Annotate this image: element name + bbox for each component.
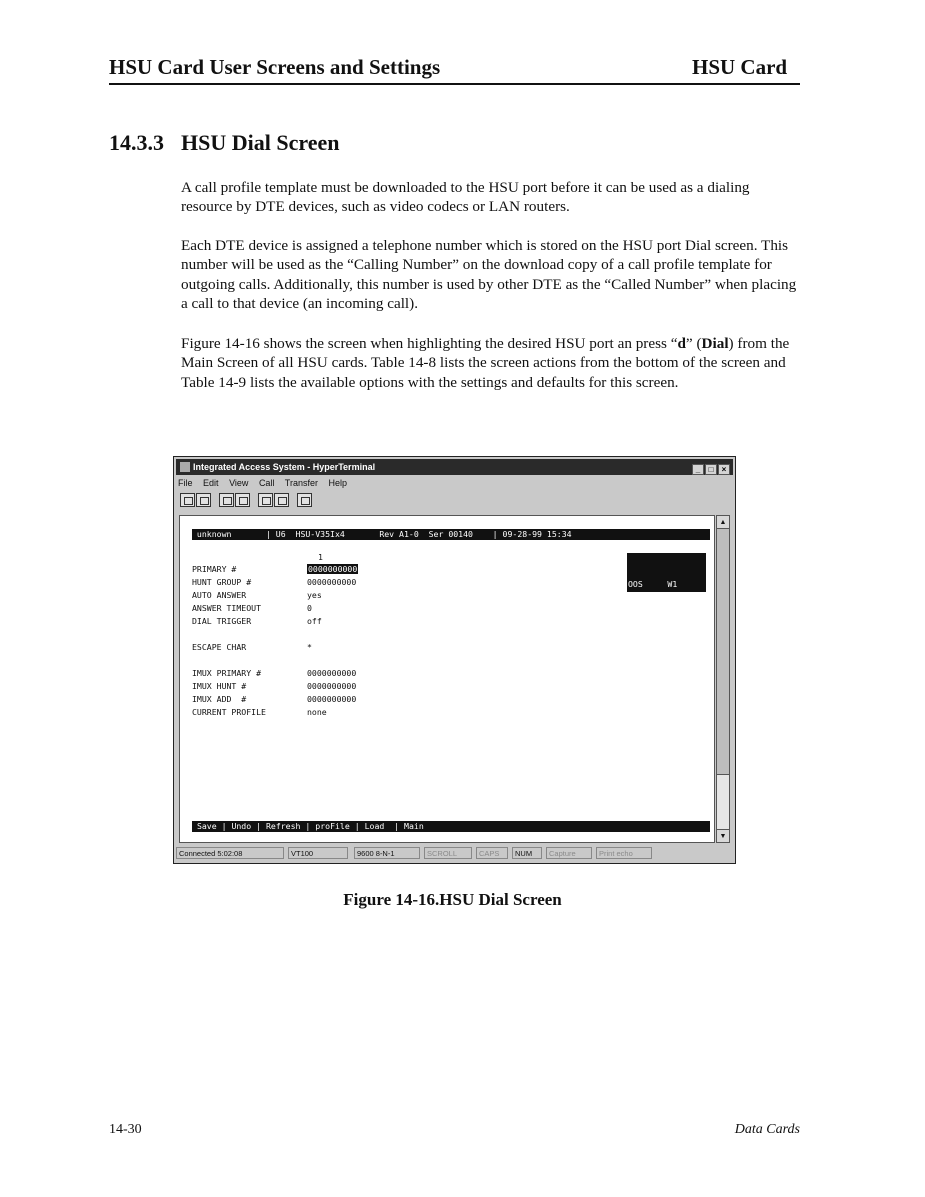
status-scroll: SCROLL — [424, 847, 472, 859]
paragraph-3-text-b: ” ( — [685, 335, 702, 352]
dial-key: d — [677, 335, 686, 352]
close-button[interactable]: × — [718, 464, 730, 475]
app-icon — [180, 462, 190, 472]
action-load[interactable]: Load — [364, 821, 385, 831]
field-label: ESCAPE CHAR — [192, 642, 247, 652]
field-label: PRIMARY # — [192, 564, 237, 574]
alarm-line: CGA_RED W2-1 — [628, 616, 688, 627]
field-value-imux-primary[interactable]: 0000000000 — [307, 668, 357, 678]
properties-icon[interactable] — [297, 493, 312, 507]
status-capture: Capture — [546, 847, 592, 859]
disconnect-icon[interactable] — [235, 493, 250, 507]
field-label: CURRENT PROFILE — [192, 707, 266, 717]
connect-icon[interactable] — [219, 493, 234, 507]
scroll-down-icon[interactable]: ▼ — [717, 829, 729, 842]
menu-edit[interactable]: Edit — [203, 478, 219, 488]
page-number: 14-30 — [109, 1122, 142, 1137]
action-main[interactable]: Main — [404, 821, 424, 831]
field-value-imux-hunt[interactable]: 0000000000 — [307, 681, 357, 691]
paragraph-3 — [181, 334, 801, 392]
minimize-button[interactable]: _ — [692, 464, 704, 475]
paragraph-2: Each DTE device is assigned a telephone number which is stored on the HSU port Dial screen. This number will be used as the “Calling Number” on the download copy of a call profile template for outgoing calls. Additionally, this number is used by other DTE as the “Called Number” when placing a call to that device (an incoming call). — [181, 237, 797, 313]
status-bar — [176, 846, 733, 860]
scroll-thumb[interactable] — [717, 774, 729, 830]
section-heading — [109, 130, 339, 156]
action-profile[interactable]: proFile — [315, 821, 350, 831]
action-bar: Save | Undo | Refresh | proFile | Load | Main — [192, 821, 710, 832]
window-title: Integrated Access System - HyperTerminal — [193, 462, 376, 472]
field-value-dial-trigger[interactable]: off — [307, 616, 322, 626]
figure-caption: Figure 14-16.HSU Dial Screen — [343, 890, 562, 909]
action-save[interactable]: Save — [196, 821, 217, 831]
scroll-up-icon[interactable]: ▲ — [717, 516, 729, 529]
alarm-box — [627, 553, 706, 664]
status-settings: 9600 8-N-1 — [354, 847, 420, 859]
running-header-section: HSU Card — [692, 55, 788, 79]
field-value-auto-answer[interactable]: yes — [307, 590, 322, 600]
field-value-imux-add[interactable]: 0000000000 — [307, 694, 357, 704]
port-column-header: 1 — [318, 552, 323, 562]
paragraph-1: A call profile template must be downloaded to the HSU port before it can be used as a dialing resource by DTE devices, such as video codecs or LAN routers. — [181, 179, 750, 216]
field-label: ANSWER TIMEOUT — [192, 603, 262, 613]
field-value-hunt-group[interactable]: 0000000000 — [307, 577, 357, 587]
field-label: IMUX HUNT # — [192, 681, 247, 691]
toolbar — [180, 493, 313, 511]
action-refresh[interactable]: Refresh — [265, 821, 301, 831]
field-label: HUNT GROUP # — [192, 577, 252, 587]
alarm-line: NOS W2-1 — [628, 654, 688, 664]
paragraph-3-text-a: Figure 14-16 shows the screen when highlighting the desired HSU port an press “ — [181, 335, 678, 352]
field-label: IMUX ADD # — [192, 694, 247, 704]
send-icon[interactable] — [258, 493, 273, 507]
menu-bar — [178, 476, 355, 490]
terminal-area[interactable] — [179, 515, 715, 843]
open-icon[interactable] — [196, 493, 211, 507]
field-value-current-profile[interactable]: none — [307, 707, 327, 717]
status-caps: CAPS — [476, 847, 508, 859]
menu-help[interactable]: Help — [328, 478, 348, 488]
new-icon[interactable] — [180, 493, 195, 507]
vertical-scrollbar[interactable] — [716, 515, 730, 843]
menu-file[interactable]: File — [178, 478, 193, 488]
menu-view[interactable]: View — [229, 478, 249, 488]
alarm-line: OOS W1 — [628, 579, 678, 589]
status-num: NUM — [512, 847, 542, 859]
field-label: AUTO ANSWER — [192, 590, 247, 600]
status-emulation: VT100 — [288, 847, 348, 859]
window-titlebar[interactable] — [176, 459, 733, 475]
action-undo[interactable]: Undo — [231, 821, 252, 831]
field-value-escape-char[interactable]: * — [307, 642, 312, 652]
menu-transfer[interactable]: Transfer — [284, 478, 318, 488]
status-connected: Connected 5:02:08 — [176, 847, 284, 859]
receive-icon[interactable] — [274, 493, 289, 507]
field-label: DIAL TRIGGER — [192, 616, 252, 626]
maximize-button[interactable]: □ — [705, 464, 717, 475]
section-number: 14.3.3 — [109, 130, 164, 155]
paragraph-3-text-c: ) from the Main Screen of all HSU cards. Table 14-8 lists the screen actions from the bottom of the screen and Table 14-9 lists the available options with the settings and defaults for this screen. — [181, 335, 790, 391]
status-print-echo: Print echo — [596, 847, 652, 859]
menu-call[interactable]: Call — [258, 478, 275, 488]
footer-chapter: Data Cards — [734, 1122, 800, 1137]
running-header-title: HSU Card User Screens and Settings — [109, 55, 441, 79]
field-value-primary[interactable]: 0000000000 — [308, 564, 358, 574]
header-rule — [109, 83, 800, 85]
hyperterminal-window — [173, 456, 736, 864]
section-title: HSU Dial Screen — [181, 130, 340, 155]
field-label: IMUX PRIMARY # — [192, 668, 262, 678]
dial-label: Dial — [701, 335, 729, 352]
field-value-answer-timeout[interactable]: 0 — [307, 603, 312, 613]
terminal-status-line: unknown | U6 HSU-V35Ix4 Rev A1-0 Ser 00140 | 09-28-99 15:34 — [192, 529, 710, 540]
